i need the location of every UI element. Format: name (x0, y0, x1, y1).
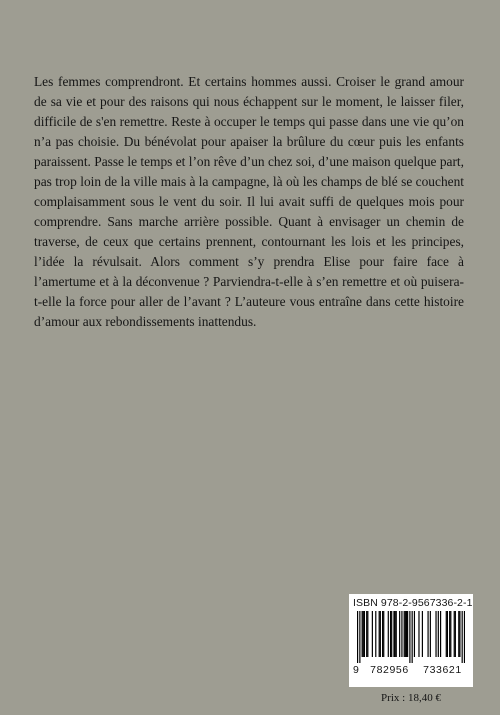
barcode-bar (359, 611, 360, 663)
barcode-bar (427, 611, 428, 657)
barcode-bar (405, 611, 406, 657)
barcode-bar (362, 611, 363, 657)
barcode-bar (364, 611, 365, 657)
barcode-bar (450, 611, 451, 657)
barcode-lead-digit: 9 (353, 664, 359, 676)
barcode-bar (367, 611, 368, 657)
barcode-bar (447, 611, 448, 657)
barcode-bar (372, 611, 373, 657)
barcode-bar (462, 611, 463, 663)
back-cover-blurb: Les femmes comprendront. Et certains hommes aussi. Croiser le grand amour de sa vie et pour des raisons qui nous échappent sur le moment, le laisser filer, difficile de s'en remettre. Reste à occuper le temps qui passe dans une vie qu’on n’a pas choisie. Du bénévolat pour apaiser la brûlure du cœur puis les enfants paraissent. Passe le temps et l’on rêve d’un chez soi, d’une maison quelque part, pas trop loin de la ville mais à la campagne, là où les champs de blé se couchent complaisamment sous le vent du soir. Il lui avait suffi de quelques mois pour comprendre. Sans marche arrière possible. Quant à envisager un chemin de traverse, de ceux que certains prennent, contournant les lois et les principes, l’idée la révulsait. Alors comment s’y prendra Elise pour faire face à l’amertume et à la déconvenue ? Parviendra-t-elle à s’en remettre et où puisera-t-elle la force pour aller de l’avant ? L’auteure vous entraîne dans cette histoire d’amour aux rebondissements inattendus. (34, 74, 464, 329)
barcode-bar (399, 611, 400, 657)
barcode-bar (383, 611, 384, 657)
barcode-bar (455, 611, 456, 657)
barcode-bar (458, 611, 459, 657)
barcode-bar (459, 611, 460, 657)
barcode-bars (357, 611, 465, 663)
price-label: Prix : 18,40 € (381, 692, 441, 704)
barcode-bar (382, 611, 383, 657)
barcode-bar (407, 611, 408, 657)
barcode-bar (390, 611, 391, 657)
barcode-bar (396, 611, 397, 657)
barcode-bar (449, 611, 450, 657)
barcode-bar (409, 611, 410, 663)
barcode-bar (440, 611, 441, 657)
barcode-bar (435, 611, 436, 657)
barcode-bar (375, 611, 376, 657)
isbn-label: ISBN 978-2-9567336-2-1 (353, 597, 473, 609)
barcode-bar (430, 611, 431, 657)
barcode-digits (353, 664, 469, 676)
barcode-bar (406, 611, 407, 657)
barcode-bar (422, 611, 423, 657)
barcode-bar (418, 611, 419, 657)
barcode-bar (395, 611, 396, 657)
barcode-bar (393, 611, 394, 657)
barcode-bar (380, 611, 381, 657)
barcode-bar (363, 611, 364, 657)
barcode-right-group: 733621 (423, 664, 462, 676)
barcode-bar (446, 611, 447, 657)
barcode-bar (388, 611, 389, 657)
barcode-bar (412, 611, 413, 663)
barcode-bar (404, 611, 405, 657)
barcode-bar (414, 611, 415, 657)
barcode-bar (379, 611, 380, 657)
isbn-barcode-block (349, 594, 473, 687)
barcode-left-group: 782956 (370, 664, 409, 676)
barcode-bar (357, 611, 358, 663)
barcode-bar (454, 611, 455, 657)
barcode-bar (391, 611, 392, 657)
barcode-bar (401, 611, 402, 657)
barcode-bar (464, 611, 465, 663)
barcode-bar (438, 611, 439, 657)
barcode-bar (366, 611, 367, 657)
